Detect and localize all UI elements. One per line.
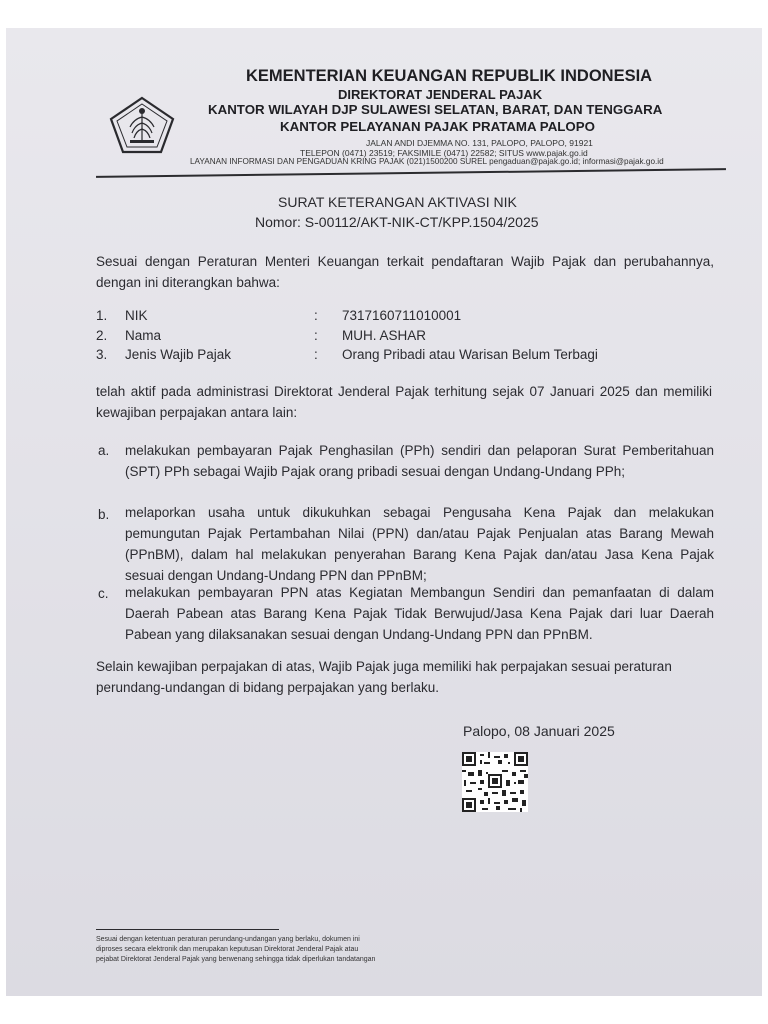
field-value: 7317160711010001	[342, 308, 462, 323]
field-label: NIK	[125, 308, 148, 323]
footnote-line-1: Sesuai dengan ketentuan peraturan perundang-undangan yang berlaku, dokumen ini	[96, 936, 360, 943]
obligation-letter-b: b.	[98, 507, 110, 522]
header-address: JALAN ANDI DJEMMA NO. 131, PALOPO, PALOPO, 91921	[366, 138, 593, 148]
field-number: 2.	[96, 328, 108, 343]
footnote-divider	[96, 929, 279, 930]
field-number: 1.	[96, 308, 108, 323]
footnote-line-3: pejabat Direktorat Jenderal Pajak yang berwenang sehingga tidak diperlukan tandatangan	[96, 956, 376, 963]
header-service: LAYANAN INFORMASI DAN PENGADUAN KRING PAJAK (021)1500200 SUREL pengaduan@pajak.go.id; informasi@pajak.go.id	[190, 157, 664, 166]
field-separator: :	[314, 308, 318, 323]
field-separator: :	[314, 328, 318, 343]
field-separator: :	[314, 347, 318, 362]
header-regional-office: KANTOR WILAYAH DJP SULAWESI SELATAN, BARAT, DAN TENGGARA	[208, 102, 663, 117]
field-label: Jenis Wajib Pajak	[125, 347, 232, 362]
obligation-c: melakukan pembayaran PPN atas Kegiatan Membangun Sendiri dan pemanfaatan di dalam Daerah Pabean atas Barang Kena Pajak Tidak Berwujud/Jasa Kena Pajak dari luar Daerah Pabean yang dilaksanakan sesuai dengan Undang-Undang PPN dan PPnBM.	[125, 585, 714, 642]
document-number: Nomor: S-00112/AKT-NIK-CT/KPP.1504/2025	[255, 214, 539, 230]
header-ministry: KEMENTERIAN KEUANGAN REPUBLIK INDONESIA	[246, 67, 653, 85]
obligation-b: melaporkan usaha untuk dikukuhkan sebagai Pengusaha Kena Pajak dan melakukan pemungutan Pajak Pertambahan Nilai (PPN) dan/atau Pajak Penjualan atas Barang Mewah (PPnBM), dalam hal melakukan penyerahan Barang Kena Pajak dan/atau Jasa Kena Pajak sesuai dengan Undang-Undang PPN dan PPnBM;	[125, 505, 714, 583]
obligation-letter-c: c.	[98, 586, 109, 601]
header-directorate: DIREKTORAT JENDERAL PAJAK	[338, 87, 543, 102]
footnote-line-2: diproses secara elektronik dan merupakan keputusan Direktorat Jenderal Pajak atau	[96, 946, 359, 953]
obligation-a: melakukan pembayaran Pajak Penghasilan (PPh) sendiri dan pelaporan Surat Pemberitahuan (SPT) PPh sebagai Wajib Pajak orang pribadi sesuai dengan Undang-Undang PPh;	[125, 443, 714, 479]
field-label: Nama	[125, 328, 162, 343]
qr-code-icon	[462, 752, 528, 812]
ministry-emblem-icon	[108, 95, 176, 155]
field-value: MUH. ASHAR	[342, 328, 427, 343]
field-value: Orang Pribadi atau Warisan Belum Terbagi	[342, 347, 598, 362]
header-contact: TELEPON (0471) 23519; FAKSIMILE (0471) 22582; SITUS www.pajak.go.id	[300, 148, 588, 158]
place-date: Palopo, 08 Januari 2025	[463, 723, 615, 739]
header-tax-office: KANTOR PELAYANAN PAJAK PRATAMA PALOPO	[280, 119, 595, 134]
field-number: 3.	[96, 347, 108, 362]
document-title: SURAT KETERANGAN AKTIVASI NIK	[278, 194, 517, 210]
obligation-letter-a: a.	[98, 443, 110, 458]
intro-paragraph: Sesuai dengan Peraturan Menteri Keuangan terkait pendaftaran Wajib Pajak dan perubahannya, dengan ini diterangkan bahwa:	[96, 254, 714, 290]
closing-paragraph: Selain kewajiban perpajakan di atas, Wajib Pajak juga memiliki hak perpajakan sesuai peraturan perundang-undangan di bidang perpajakan yang berlaku.	[96, 659, 672, 695]
active-statement: telah aktif pada administrasi Direktorat Jenderal Pajak terhitung sejak 07 Januari 2025 dan memiliki kewajiban perpajakan antara lain:	[96, 384, 712, 420]
